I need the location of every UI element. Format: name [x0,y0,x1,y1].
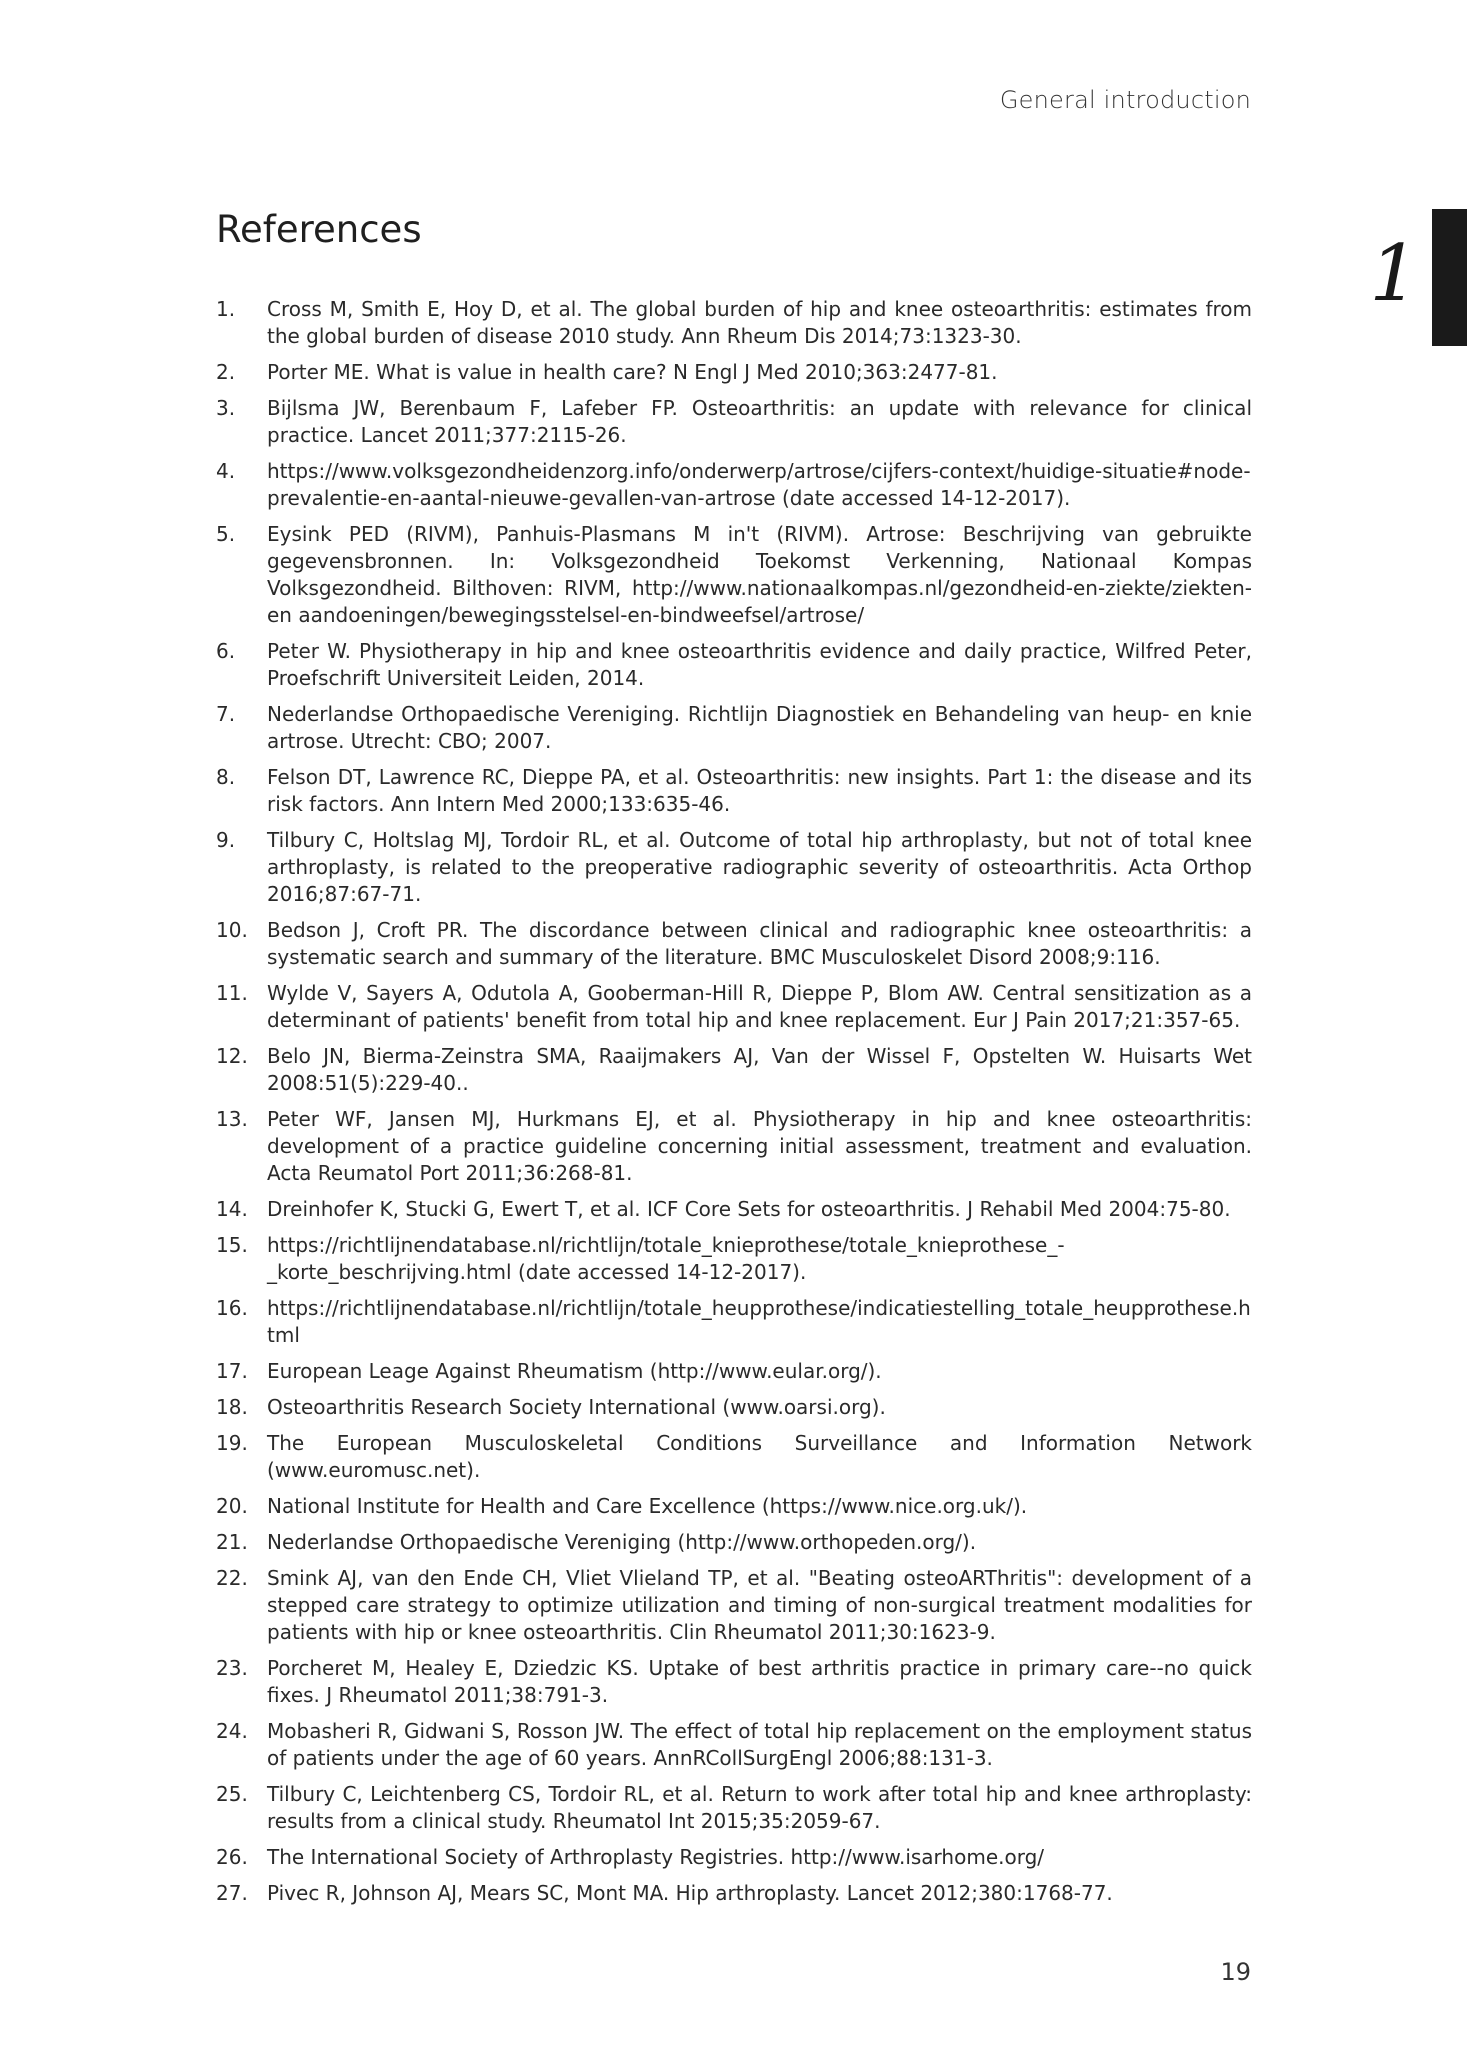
reference-text: National Institute for Health and Care Excellence (https://www.nice.org.uk/). [267,1494,1028,1518]
reference-number: 2. [216,360,236,384]
reference-text: Bijlsma JW, Berenbaum F, Lafeber FP. Osteoarthritis: an update with relevance for clinical practice. Lancet 2011;377:2115-26. [267,396,1252,447]
reference-list [216,296,1252,1916]
reference-number: 8. [216,765,236,789]
reference-number: 24. [216,1719,248,1743]
reference-number: 26. [216,1845,248,1869]
reference-number: 23. [216,1656,248,1680]
reference-number: 21. [216,1530,248,1554]
chapter-number: 1 [1369,229,1419,319]
running-header: General introduction [999,86,1251,114]
reference-item [216,1844,1252,1871]
section-title: References [216,208,422,251]
reference-item [216,638,1252,692]
reference-item [216,980,1252,1034]
reference-number: 11. [216,981,248,1005]
reference-text: Smink AJ, van den Ende CH, Vliet Vlieland TP, et al. "Beating osteoARThritis": development of a stepped care strategy to optimize utilization and timing of non-surgical treatment modalities for patients with hip or knee osteoarthritis. Clin Rheumatol 2011;30:1623-9. [267,1566,1252,1644]
reference-number: 22. [216,1566,248,1590]
reference-number: 4. [216,459,236,483]
reference-number: 19. [216,1431,248,1455]
reference-item [216,1232,1252,1286]
reference-number: 1. [216,297,236,321]
reference-item [216,1565,1252,1646]
reference-number: 12. [216,1044,248,1068]
page-number: 19 [1220,1958,1251,1986]
reference-text: https://www.volksgezondheidenzorg.info/onderwerp/artrose/cijfers-context/huidige-situatie#node-prevalentie-en-aantal-nieuwe-gevallen-van-artrose (date accessed 14-12-2017). [267,459,1251,510]
reference-number: 15. [216,1233,248,1257]
reference-text: Bedson J, Croft PR. The discordance between clinical and radiographic knee osteoarthritis: a systematic search and summary of the literature. BMC Musculoskelet Disord 2008;9:116. [267,918,1252,969]
chapter-tab [1432,209,1467,346]
reference-item [216,1358,1252,1385]
reference-text: Nederlandse Orthopaedische Vereniging. Richtlijn Diagnostiek en Behandeling van heup- en knie artrose. Utrecht: CBO; 2007. [267,702,1252,753]
reference-item [216,1880,1252,1907]
reference-number: 13. [216,1107,248,1131]
reference-text: Peter W. Physiotherapy in hip and knee osteoarthritis evidence and daily practice, Wilfred Peter, Proefschrift Universiteit Leiden, 2014. [267,639,1252,690]
reference-text: Eysink PED (RIVM), Panhuis-Plasmans M in't (RIVM). Artrose: Beschrijving van gebruikte gegevensbronnen. In: Volksgezondheid Toekomst Verkenning, Nationaal Kompas Volksgezondheid. Bilthoven: RIVM, http://www.nationaalkompas.nl/gezondheid-en-ziekte/ziekten-en aandoeningen/bewegingsstelsel-en-bindweefsel/artrose/ [267,522,1252,627]
reference-item [216,296,1252,350]
reference-item [216,1394,1252,1421]
reference-item [216,764,1252,818]
reference-text: https://richtlijnendatabase.nl/richtlijn/totale_knieprothese/totale_knieprothese_-_korte_beschrijving.html (date accessed 14-12-2017). [267,1233,1065,1284]
reference-number: 20. [216,1494,248,1518]
reference-item [216,917,1252,971]
reference-text: Tilbury C, Leichtenberg CS, Tordoir RL, et al. Return to work after total hip and knee arthroplasty: results from a clinical study. Rheumatol Int 2015;35:2059-67. [267,1782,1252,1833]
reference-item [216,395,1252,449]
reference-item [216,701,1252,755]
reference-text: The European Musculoskeletal Conditions Surveillance and Information Network (www.euromusc.net). [267,1431,1252,1482]
reference-number: 27. [216,1881,248,1905]
reference-number: 10. [216,918,248,942]
reference-item [216,1295,1252,1349]
reference-text: Belo JN, Bierma-Zeinstra SMA, Raaijmakers AJ, Van der Wissel F, Opstelten W. Huisarts Wet 2008:51(5):229-40.. [267,1044,1252,1095]
reference-item [216,1106,1252,1187]
reference-item [216,1781,1252,1835]
reference-item [216,1196,1252,1223]
reference-item [216,1655,1252,1709]
reference-text: The International Society of Arthroplasty Registries. http://www.isarhome.org/ [267,1845,1045,1869]
reference-text: Pivec R, Johnson AJ, Mears SC, Mont MA. Hip arthroplasty. Lancet 2012;380:1768-77. [267,1881,1113,1905]
reference-number: 6. [216,639,236,663]
reference-text: Mobasheri R, Gidwani S, Rosson JW. The effect of total hip replacement on the employment status of patients under the age of 60 years. AnnRCollSurgEngl 2006;88:131-3. [267,1719,1252,1770]
reference-number: 17. [216,1359,248,1383]
reference-item [216,827,1252,908]
reference-number: 16. [216,1296,248,1320]
reference-item [216,521,1252,629]
reference-text: Porter ME. What is value in health care? N Engl J Med 2010;363:2477-81. [267,360,998,384]
reference-number: 25. [216,1782,248,1806]
reference-text: https://richtlijnendatabase.nl/richtlijn/totale_heupprothese/indicatiestelling_totale_heupprothese.html [267,1296,1251,1347]
reference-number: 14. [216,1197,248,1221]
reference-item [216,1718,1252,1772]
reference-item [216,1529,1252,1556]
reference-text: Cross M, Smith E, Hoy D, et al. The global burden of hip and knee osteoarthritis: estimates from the global burden of disease 2010 study. Ann Rheum Dis 2014;73:1323-30. [267,297,1252,348]
reference-item [216,458,1252,512]
reference-number: 9. [216,828,236,852]
reference-text: Dreinhofer K, Stucki G, Ewert T, et al. ICF Core Sets for osteoarthritis. J Rehabil Med 2004:75-80. [267,1197,1231,1221]
reference-text: Peter WF, Jansen MJ, Hurkmans EJ, et al. Physiotherapy in hip and knee osteoarthritis: development of a practice guideline concerning initial assessment, treatment and evaluation. Acta Reumatol Port 2011;36:268-81. [267,1107,1252,1185]
reference-text: Nederlandse Orthopaedische Vereniging (http://www.orthopeden.org/). [267,1530,977,1554]
reference-number: 3. [216,396,236,420]
reference-text: Porcheret M, Healey E, Dziedzic KS. Uptake of best arthritis practice in primary care--no quick fixes. J Rheumatol 2011;38:791-3. [267,1656,1252,1707]
reference-text: European Leage Against Rheumatism (http://www.eular.org/). [267,1359,882,1383]
reference-number: 7. [216,702,236,726]
reference-item [216,1043,1252,1097]
reference-number: 5. [216,522,236,546]
reference-text: Wylde V, Sayers A, Odutola A, Gooberman-Hill R, Dieppe P, Blom AW. Central sensitization as a determinant of patients' benefit from total hip and knee replacement. Eur J Pain 2017;21:357-65. [267,981,1252,1032]
reference-item [216,359,1252,386]
reference-number: 18. [216,1395,248,1419]
reference-item [216,1430,1252,1484]
reference-item [216,1493,1252,1520]
reference-text: Felson DT, Lawrence RC, Dieppe PA, et al. Osteoarthritis: new insights. Part 1: the disease and its risk factors. Ann Intern Med 2000;133:635-46. [267,765,1252,816]
reference-text: Tilbury C, Holtslag MJ, Tordoir RL, et al. Outcome of total hip arthroplasty, but not of total knee arthroplasty, is related to the preoperative radiographic severity of osteoarthritis. Acta Orthop 2016;87:67-71. [267,828,1252,906]
reference-text: Osteoarthritis Research Society International (www.oarsi.org). [267,1395,886,1419]
